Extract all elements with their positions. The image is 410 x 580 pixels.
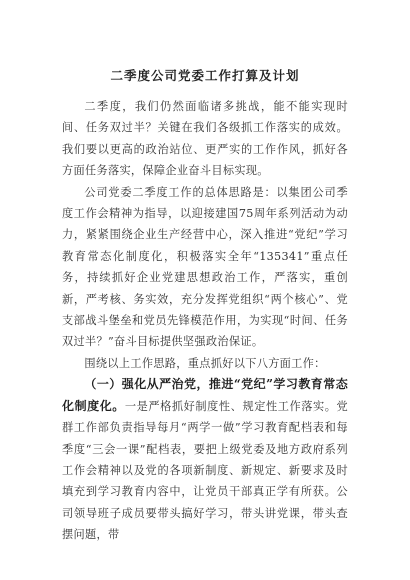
paragraph-intro-text: 二季度，我们仍然面临诸多挑战，能不能实现时间、任务双过半？关键在我们各级抓工作落实的成效。我们要以更高的政治站位、更严实的工作作风，抓好各方面任务落实，保障企业奋斗目标实现。: [62, 100, 348, 178]
paragraph-overall-approach-text: 公司党委二季度工作的总体思路是：以集团公司季度工作会精神为指导，以迎接建国75周年系列活动为动力，紧紧围绕企业生产经营中心，深入推进“党纪”学习教育常态化制度化，积极落实全年“135341”重点任务，持续抓好企业党建思想政治工作，严落实，重创新，严考核、务实效，充分发挥党组织“两个核心”、党支部战斗堡垒和党员先锋模范作用，为实现“时间、任务双过半？”奋斗目标提供坚强政治保证。: [62, 185, 348, 349]
document-title: 二季度公司党委工作打算及计划: [110, 68, 300, 83]
paragraph-intro: [62, 96, 348, 182]
section-heading-one: （一）强化从严治党，推进“党纪”学习教育常态化制度化。: [62, 377, 348, 413]
document-body: [62, 96, 348, 546]
paragraph-overall-approach: [62, 182, 348, 353]
paragraph-eight-aspects-text: 围绕以上工作思路，重点抓好以下八方面工作：: [84, 356, 326, 370]
paragraph-section-one-text: 一是严格抓好制度性、规定性工作落实。党群工作部负责指导每月“两学一做”学习教育配档表和每季度“三会一课”配档表，要把上级党委及地方政府系列工作会精神以及党的各项新制度、新规定、新要求及时填充到学习教育内容中，让党员干部真正学有所获。公司领导班子成员要带头搞好学习，带头讲党课，带头查摆问题，带: [62, 399, 348, 542]
paragraph-section-one: [62, 374, 348, 545]
paragraph-eight-aspects: [62, 353, 348, 374]
